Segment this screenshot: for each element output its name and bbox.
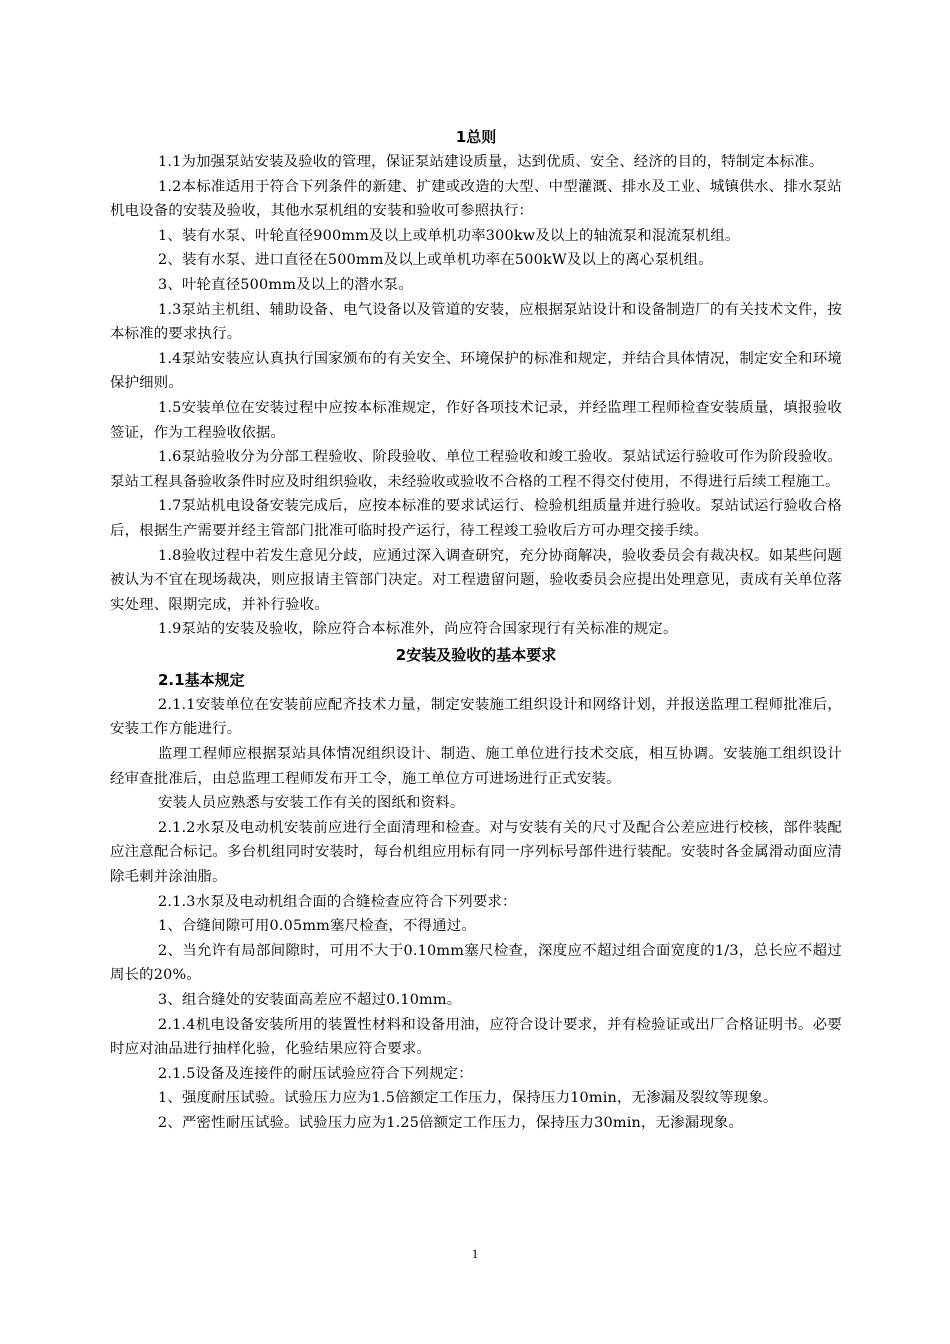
list-item-3: 3、叶轮直径500mm及以上的潜水泵。 (158, 276, 413, 293)
list-item-2-1-3-1: 1、合缝间隙可用0.05mm塞尺检查，不得通过。 (158, 918, 476, 935)
paragraph-1-5: 1.5安装单位在安装过程中应按本标准规定，作好各项技术记录，并经监理工程师检查安装质量，填报验收签证，作为工程验收依据。 (110, 399, 842, 441)
section-2-title: 2安装及验收的基本要求 (395, 645, 557, 664)
paragraph-1-4: 1.4泵站安装应认真执行国家颁布的有关安全、环境保护的标准和规定，并结合具体情况，制定安全和环境保护细则。 (110, 350, 842, 392)
paragraph-2-1-1: 2.1.1安装单位在安装前应配齐技术力量，制定安装施工组织设计和网络计划，并报送监理工程师批准后，安装工作方能进行。 (110, 696, 842, 738)
list-item-2-1-5-2: 2、严密性耐压试验。试验压力应为1.25倍额定工作压力，保持压力30min，无渗漏现象。 (158, 1114, 744, 1131)
section-1-title: 1总则 (455, 128, 497, 146)
paragraph-1-6: 1.6泵站验收分为分部工程验收、阶段验收、单位工程验收和竣工验收。泵站试运行验收可作为阶段验收。泵站工程具备验收条件时应及时组织验收，未经验收或验收不合格的工程不得交付使用，不得进行后续工程施工。 (110, 449, 842, 490)
list-item-1: 1、装有水泵、叶轮直径900mm及以上或单机功率300kw及以上的轴流泵和混流泵机组。 (158, 227, 740, 244)
paragraph-2-1-1-c: 安装人员应熟悉与安装工作有关的图纸和资料。 (158, 795, 465, 812)
paragraph-1-8: 1.8验收过程中若发生意见分歧，应通过深入调查研究，充分协商解决，验收委员会有裁决权。如某些问题被认为不宜在现场裁决，则应报请主管部门决定。对工程遗留问题，验收委员会应提出处理意见，责成有关单位落实处理、限期完成，并补行验收。 (110, 547, 842, 613)
paragraph-1-7: 1.7泵站机电设备安装完成后，应按本标准的要求试运行、检验机组质量并进行验收。泵站试运行验收合格后，根据生产需要并经主管部门批准可临时投产运行，待工程竣工验收后方可办理交接手续。 (110, 498, 842, 539)
subsection-2-1-title: 2.1基本规定 (158, 670, 245, 689)
page-number: 1 (471, 1246, 479, 1261)
paragraph-2-1-2: 2.1.2水泵及电动机安装前应进行全面清理和检查。对与安装有关的尺寸及配合公差应进行校核，部件装配应注意配合标记。多台机组同时安装时，每台机组应用标有同一序列标号部件进行装配。安装时各金属滑动面应清除毛刺并涂油脂。 (110, 819, 842, 886)
paragraph-1-3: 1.3泵站主机组、辅助设备、电气设备以及管道的安装，应根据泵站设计和设备制造厂的有关技术文件，按本标准的要求执行。 (110, 301, 842, 343)
list-item-2-1-3-2: 2、当允许有局部间隙时，可用不大于0.10mm塞尺检查，深度应不超过组合面宽度的1/3，总长应不超过周长的20%。 (110, 942, 842, 984)
paragraph-2-1-3: 2.1.3水泵及电动机组合面的合缝检查应符合下列要求： (158, 893, 517, 910)
paragraph-1-2: 1.2本标准适用于符合下列条件的新建、扩建或改造的大型、中型灌溉、排水及工业、城镇供水、排水泵站机电设备的安装及验收，其他水泵机组的安装和验收可参照执行： (110, 178, 842, 220)
list-item-2-1-3-3: 3、组合缝处的安装面高差应不超过0.10mm。 (158, 992, 462, 1008)
paragraph-2-1-4: 2.1.4机电设备安装所用的装置性材料和设备用油，应符合设计要求，并有检验证或出厂合格证明书。必要时应对油品进行抽样化验，化验结果应符合要求。 (110, 1016, 842, 1058)
list-item-2-1-5-1: 1、强度耐压试验。试验压力应为1.5倍额定工作压力，保持压力10min，无渗漏及裂纹等现象。 (158, 1090, 778, 1107)
list-item-2: 2、装有水泵、进口直径在500mm及以上或单机功率在500kW及以上的离心泵机组。 (158, 252, 713, 269)
paragraph-1-1: 1.1为加强泵站安装及验收的管理，保证泵站建设质量，达到优质、安全、经济的目的，特制定本标准。 (158, 154, 824, 170)
paragraph-1-9: 1.9泵站的安装及验收，除应符合本标准外，尚应符合国家现行有关标准的规定。 (158, 621, 678, 638)
paragraph-2-1-1-b: 监理工程师应根据泵站具体情况组织设计、制造、施工单位进行技术交底，相互协调。安装施工组织设计经审查批准后，由总监理工程师发布开工令，施工单位方可进场进行正式安装。 (110, 746, 842, 787)
paragraph-2-1-5: 2.1.5设备及连接件的耐压试验应符合下列规定： (158, 1065, 473, 1082)
